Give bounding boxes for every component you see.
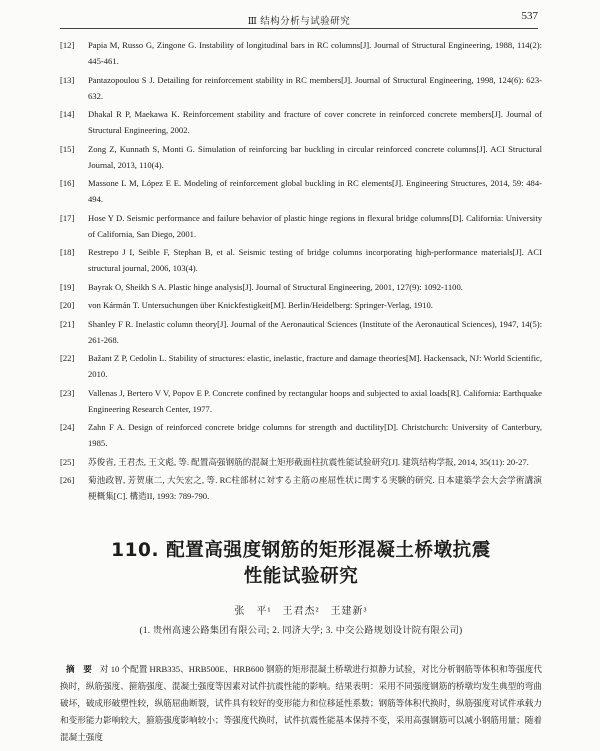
reference-number: [12] bbox=[60, 40, 75, 50]
reference-number: [21] bbox=[60, 318, 75, 329]
running-header-section: Ⅲ 结构分析与试验研究 bbox=[247, 17, 351, 27]
reference-text: Pantazopoulou S J. Detailing for reinforcement stability in RC members[J]. Journal of Structural Engineering, 1998, 124(6): 623-632. bbox=[88, 74, 542, 101]
reference-text: von Kármán T. Untersuchungen über Knickfestigkeit[M]. Berlin/Heidelberg: Springer-Verlag, 1910. bbox=[88, 300, 433, 310]
reference-text: Shanley F R. Inelastic column theory[J]. Journal of the Aeronautical Sciences (Institute of the Aeronautical Sciences), 1947, 14(5): 261-268. bbox=[88, 318, 542, 345]
reference-number: [25] bbox=[60, 456, 75, 467]
reference-number: [16] bbox=[60, 178, 75, 188]
reference-item bbox=[60, 297, 542, 313]
reference-text: Massone L M, López E E. Modeling of reinforcement global buckling in RC elements[J]. Engineering Structures, 2014, 59: 484-494. bbox=[88, 178, 542, 204]
reference-item bbox=[60, 175, 542, 207]
reference-number: [17] bbox=[60, 212, 75, 223]
page-number: 537 bbox=[521, 10, 538, 22]
reference-number: [20] bbox=[60, 300, 75, 310]
abstract-text: 对 10 个配置 HRB335、HRB500E、HRB600 钢筋的矩形混凝土桥墩进行拟静力试验，对比分析钢筋等体积和等强度代换时，纵筋强度、箍筋强度、混凝土强度等因素对试件抗震性能的影响。结果表明：采用不同强度钢筋的桥墩均发生典型的弯曲破坏，破成形破塑性较，纵筋屈曲断裂，试件具有较好的变形能力和位移延性系数；钢筋等体积代换时，纵筋强度对试件承载力和变形能力影响较大，箍筋强度影响较小；等强度代换时，试件抗震性能基本保持不变，采用高强钢筋可以减小钢筋用量；随着混凝土强度 bbox=[60, 664, 542, 742]
reference-text: Papia M, Russo G, Zingone G. Instability of longitudinal bars in RC columns[J]. Journal of Structural Engineering, 1988, 114(2): 445-461. bbox=[88, 40, 542, 66]
reference-item bbox=[60, 316, 542, 348]
reference-list bbox=[60, 37, 542, 507]
reference-number: [19] bbox=[60, 281, 75, 292]
reference-text: 苏俊省, 王君杰, 王文彪, 等. 配置高强钢筋的混凝土矩形截面柱抗震性能试验研究[J]. 建筑结构学报, 2014, 35(11): 20-27. bbox=[88, 456, 529, 467]
reference-text: Dhakal R P, Maekawa K. Reinforcement stability and fracture of cover concrete in reinforced concrete members[J]. Journal of Structural Engineering, 2002. bbox=[88, 109, 542, 135]
reference-text: Zong Z, Kunnath S, Monti G. Simulation of reinforcing bar buckling in circular reinforced concrete columns[J]. ACI Structural Journal, 2013, 110(4). bbox=[88, 143, 542, 170]
reference-item bbox=[60, 419, 542, 451]
abstract bbox=[60, 661, 542, 746]
reference-item bbox=[60, 385, 542, 417]
reference-number: [24] bbox=[60, 422, 75, 432]
reference-item bbox=[60, 454, 542, 470]
reference-number: [26] bbox=[60, 475, 75, 485]
reference-number: [23] bbox=[60, 387, 75, 398]
article-title-line-1: 110. 配置高强度钢筋的矩形混凝土桥墩抗震 bbox=[111, 540, 491, 561]
abstract-label: 摘 要 bbox=[66, 664, 92, 674]
reference-item bbox=[60, 210, 542, 242]
reference-text: Vallenas J, Bertero V V, Popov E P. Concrete confined by rectangular hoops and subjected to axial loads[R]. California: Earthquake Engineering Research Center, 1977. bbox=[88, 387, 542, 414]
reference-text: Hose Y D. Seismic performance and failure behavior of plastic hinge regions in flexural bridge columns[D]. California: University of California, San Diego, 2001. bbox=[88, 212, 542, 239]
reference-number: [22] bbox=[60, 353, 75, 363]
article-title-line-2: 性能试验研究 bbox=[243, 566, 359, 587]
reference-item bbox=[60, 106, 542, 138]
reference-text: Bayrak O, Sheikh S A. Plastic hinge analysis[J]. Journal of Structural Engineering, 2001, 127(9): 1092-1100. bbox=[88, 281, 463, 292]
article-authors: 张 平¹ 王君杰² 王建新³ bbox=[234, 606, 368, 617]
page-header bbox=[60, 8, 538, 29]
reference-item bbox=[60, 72, 542, 104]
reference-item bbox=[60, 37, 542, 69]
article-heading bbox=[60, 538, 542, 636]
reference-item bbox=[60, 279, 542, 295]
reference-text: Bažant Z P, Cedolin L. Stability of structures: elastic, inelastic, fracture and damage theories[M]. Hackensack, NJ: World Scientific, 2010. bbox=[88, 353, 542, 379]
reference-item bbox=[60, 244, 542, 276]
reference-text: Zahn F A. Design of reinforced concrete bridge columns for strength and ductility[D]. Christchurch: University of Canterbury, 1985. bbox=[88, 422, 542, 448]
reference-text: Restrepo J I, Seible F, Stephan B, et al. Seismic testing of bridge columns incorporating high-performance materials[J]. ACI structural journal, 2006, 103(4). bbox=[88, 247, 542, 273]
reference-number: [15] bbox=[60, 143, 75, 154]
reference-number: [13] bbox=[60, 74, 75, 85]
article-affiliations: (1. 贵州高速公路集团有限公司; 2. 同济大学; 3. 中交公路规划设计院有限公司) bbox=[139, 625, 463, 635]
reference-item bbox=[60, 472, 542, 504]
reference-item bbox=[60, 350, 542, 382]
article-title bbox=[60, 538, 542, 590]
reference-number: [18] bbox=[60, 247, 75, 257]
reference-item bbox=[60, 141, 542, 173]
reference-number: [14] bbox=[60, 109, 75, 119]
reference-text: 菊池政智, 芳贺康二, 大矢宏之, 等. RC柱部材に対する主筋の座屈性状に関する実験的研究. 日本建築学会大会学術講演梗概集[C]. 構造II, 1993: 789-790. bbox=[88, 475, 542, 501]
